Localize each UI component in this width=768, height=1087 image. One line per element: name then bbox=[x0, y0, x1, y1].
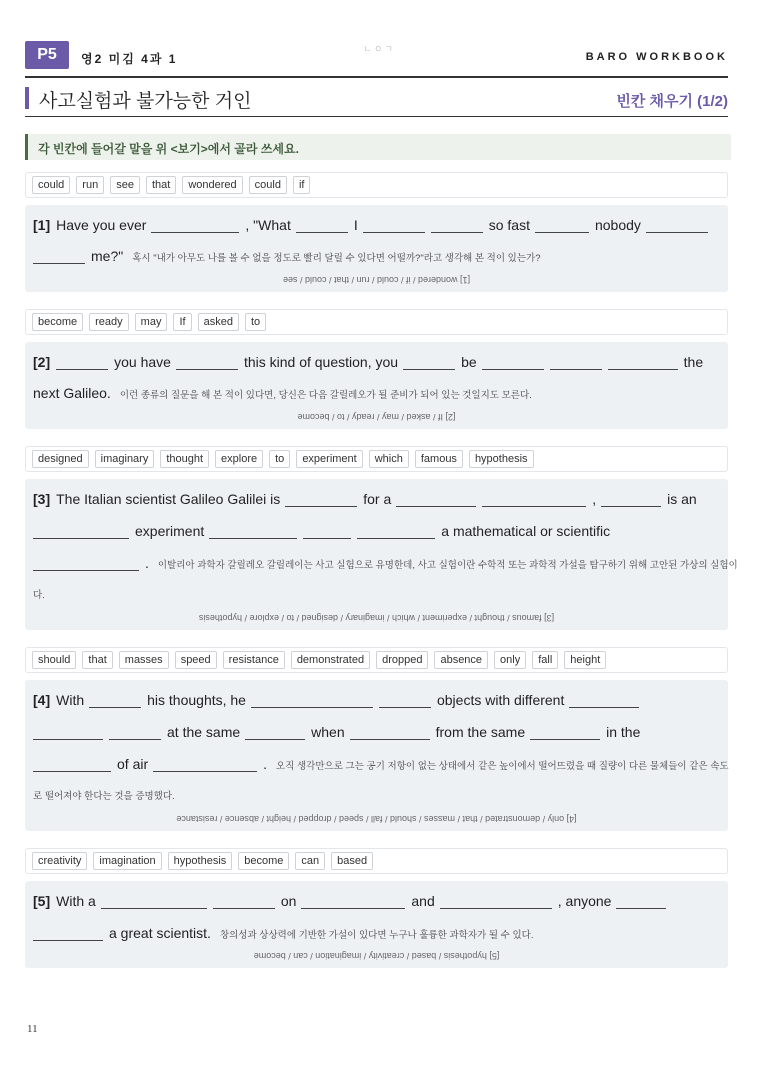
answer-blank[interactable] bbox=[530, 725, 600, 740]
word-chip: to bbox=[269, 450, 290, 468]
answer-blank[interactable] bbox=[403, 355, 455, 370]
question-line bbox=[33, 925, 533, 941]
question-text: at the same bbox=[167, 724, 241, 740]
word-chip: hypothesis bbox=[168, 852, 233, 870]
korean-translation: 오직 생각만으로 그는 공기 저항이 없는 상태에서 같은 높이에서 떨어뜨렸을 때 질량이 다른 물체들이 같은 속도 bbox=[276, 761, 729, 772]
word-chip: become bbox=[32, 313, 83, 331]
answer-blank[interactable] bbox=[608, 355, 678, 370]
question-number: [4] bbox=[33, 692, 51, 708]
korean-translation: 로 떨어져야 한다는 것을 증명했다. bbox=[33, 791, 175, 802]
question-text: from the same bbox=[435, 724, 526, 740]
question-text: on bbox=[280, 893, 297, 909]
answer-blank[interactable] bbox=[33, 725, 103, 740]
answer-blank[interactable] bbox=[209, 524, 297, 539]
word-bank-3 bbox=[25, 446, 728, 472]
answer-blank[interactable] bbox=[245, 725, 305, 740]
word-chip: can bbox=[295, 852, 325, 870]
question-box-4 bbox=[25, 680, 728, 831]
question-text: , "What bbox=[245, 217, 291, 233]
word-chip: based bbox=[331, 852, 373, 870]
answer-blank[interactable] bbox=[109, 725, 161, 740]
question-line bbox=[33, 756, 729, 772]
question-text: next Galileo. bbox=[33, 385, 111, 401]
answer-blank[interactable] bbox=[357, 524, 435, 539]
question-text: the bbox=[683, 354, 704, 370]
answer-blank[interactable] bbox=[646, 218, 708, 233]
answer-blank[interactable] bbox=[56, 355, 108, 370]
upside-down-answer: [1] wondered / if / could / run / that / could / see bbox=[282, 275, 471, 285]
korean-translation: 이탈리아 과학자 갈릴레오 갈릴레이는 사고 실험으로 유명한데, 사고 실험이란 수학적 또는 과학적 가설을 탐구하기 위해 고안된 가상의 실험이 bbox=[157, 560, 738, 571]
section-label: 빈칸 채우기 (1/2) bbox=[616, 93, 728, 110]
word-bank-5 bbox=[25, 848, 728, 874]
question-number: [5] bbox=[33, 893, 51, 909]
word-chip: that bbox=[146, 176, 176, 194]
word-chip: to bbox=[245, 313, 266, 331]
page-number: 11 bbox=[27, 1023, 38, 1035]
question-text: Have you ever bbox=[56, 217, 147, 233]
question-text: nobody bbox=[594, 217, 641, 233]
question-text: objects with different bbox=[436, 692, 565, 708]
upside-down-answer: [2] If / asked / may / ready / to / become bbox=[297, 412, 456, 422]
question-line bbox=[33, 692, 645, 708]
word-chip: only bbox=[494, 651, 526, 669]
answer-blank[interactable] bbox=[482, 492, 586, 507]
korean-translation: 다. bbox=[33, 590, 45, 601]
upside-down-answer: [4] only / demonstrated / that / masses / should / fall / speed / dropped / height / absence / resistance bbox=[176, 814, 577, 824]
word-chip: should bbox=[32, 651, 76, 669]
word-chip: that bbox=[82, 651, 112, 669]
question-line bbox=[33, 491, 702, 507]
instruction-box bbox=[25, 134, 731, 160]
word-chip: may bbox=[135, 313, 168, 331]
answer-blank[interactable] bbox=[569, 693, 639, 708]
question-number: [2] bbox=[33, 354, 51, 370]
question-number: [1] bbox=[33, 217, 51, 233]
korean-translation: 혹시 "내가 아무도 나를 볼 수 없을 정도로 빨리 달릴 수 있다면 어떨까?"라고 생각해 본 적이 있는가? bbox=[132, 253, 541, 264]
question-text: a great scientist. bbox=[109, 925, 211, 941]
question-box-5 bbox=[25, 881, 728, 968]
question-line bbox=[33, 788, 175, 802]
question-text: . bbox=[263, 756, 268, 772]
word-chip: creativity bbox=[32, 852, 87, 870]
word-chip: become bbox=[238, 852, 289, 870]
lesson-label: 영2 미김 4과 1 bbox=[81, 52, 178, 66]
question-line bbox=[33, 724, 645, 740]
word-chip: if bbox=[293, 176, 311, 194]
question-line bbox=[33, 587, 45, 601]
question-text: I bbox=[353, 217, 358, 233]
word-chip: dropped bbox=[376, 651, 428, 669]
word-chip: masses bbox=[119, 651, 169, 669]
word-chip: resistance bbox=[223, 651, 285, 669]
answer-blank[interactable] bbox=[550, 355, 602, 370]
word-chip: speed bbox=[175, 651, 217, 669]
word-chip: If bbox=[173, 313, 191, 331]
word-chip: experiment bbox=[296, 450, 362, 468]
question-text: you have bbox=[114, 354, 171, 370]
word-chip: height bbox=[564, 651, 606, 669]
word-chip: could bbox=[32, 176, 70, 194]
answer-blank[interactable] bbox=[33, 249, 85, 264]
answer-blank[interactable] bbox=[363, 218, 425, 233]
question-line bbox=[33, 893, 672, 909]
word-chip: demonstrated bbox=[291, 651, 370, 669]
korean-translation: 창의성과 상상력에 기반한 가설이 있다면 누구나 훌륭한 과학자가 될 수 있다. bbox=[219, 930, 534, 941]
word-chip: see bbox=[110, 176, 140, 194]
question-text: when bbox=[311, 724, 345, 740]
question-text: The Italian scientist Galileo Galilei is bbox=[56, 491, 281, 507]
word-chip: imagination bbox=[93, 852, 161, 870]
question-text: of air bbox=[117, 756, 149, 772]
answer-blank[interactable] bbox=[535, 218, 589, 233]
answer-blank[interactable] bbox=[101, 894, 207, 909]
question-text: so fast bbox=[488, 217, 530, 233]
question-line bbox=[33, 385, 532, 401]
question-box-1 bbox=[25, 205, 728, 292]
page-badge: P5 bbox=[25, 41, 69, 69]
question-text: his thoughts, he bbox=[147, 692, 246, 708]
word-chip: asked bbox=[198, 313, 239, 331]
upside-down-answer: [5] hypothesis / based / creativity / imagination / can / become bbox=[253, 951, 500, 961]
answer-blank[interactable] bbox=[616, 894, 666, 909]
answer-blank[interactable] bbox=[89, 693, 141, 708]
question-text: , anyone bbox=[557, 893, 612, 909]
word-chip: thought bbox=[160, 450, 209, 468]
brand-label: BARO WORKBOOK bbox=[585, 51, 728, 63]
answer-blank[interactable] bbox=[33, 757, 111, 772]
question-line bbox=[33, 354, 708, 370]
question-text: is an bbox=[667, 491, 697, 507]
answer-blank[interactable] bbox=[482, 355, 544, 370]
word-bank-1 bbox=[25, 172, 728, 198]
word-bank-4 bbox=[25, 647, 728, 673]
question-text: , bbox=[592, 491, 597, 507]
answer-blank[interactable] bbox=[153, 757, 257, 772]
question-line bbox=[33, 248, 541, 264]
question-text: experiment bbox=[135, 523, 205, 539]
answer-blank[interactable] bbox=[33, 524, 129, 539]
word-chip: imaginary bbox=[95, 450, 155, 468]
word-chip: famous bbox=[415, 450, 463, 468]
question-text: and bbox=[411, 893, 435, 909]
question-line bbox=[33, 217, 714, 233]
answer-blank[interactable] bbox=[440, 894, 552, 909]
question-text: me?" bbox=[91, 248, 124, 264]
instruction-text: 각 빈칸에 들어갈 말을 위 <보기>에서 골라 쓰세요. bbox=[38, 142, 299, 156]
upside-down-answer: [3] famous / thought / experiment / which / imaginary / designed / to / explore / hypothesis bbox=[198, 613, 555, 623]
word-chip: could bbox=[249, 176, 287, 194]
answer-blank[interactable] bbox=[350, 725, 430, 740]
answer-blank[interactable] bbox=[396, 492, 476, 507]
answer-blank[interactable] bbox=[301, 894, 405, 909]
question-text: a mathematical or scientific bbox=[441, 523, 611, 539]
question-box-3 bbox=[25, 479, 738, 630]
answer-blank[interactable] bbox=[601, 492, 661, 507]
title-bar bbox=[25, 86, 728, 117]
question-line bbox=[33, 555, 738, 571]
word-chip: ready bbox=[89, 313, 129, 331]
question-text: in the bbox=[606, 724, 641, 740]
word-chip: run bbox=[76, 176, 104, 194]
answer-blank[interactable] bbox=[303, 524, 351, 539]
title-accent-bar bbox=[25, 87, 29, 109]
answer-blank[interactable] bbox=[285, 492, 357, 507]
answer-blank[interactable] bbox=[431, 218, 483, 233]
korean-translation: 이런 종류의 질문을 해 본 적이 있다면, 당신은 다음 갈릴레오가 될 준비가 되어 있는 것일지도 모른다. bbox=[119, 390, 532, 401]
word-chip: absence bbox=[434, 651, 488, 669]
answer-blank[interactable] bbox=[33, 556, 139, 571]
question-text: With a bbox=[56, 893, 96, 909]
question-line bbox=[33, 523, 615, 539]
faint-stamp: ㄴㅇㄱ bbox=[363, 44, 396, 54]
word-chip: explore bbox=[215, 450, 263, 468]
page-header bbox=[25, 40, 728, 78]
question-number: [3] bbox=[33, 491, 51, 507]
question-text: be bbox=[461, 354, 477, 370]
answer-blank[interactable] bbox=[296, 218, 348, 233]
answer-blank[interactable] bbox=[33, 926, 103, 941]
question-box-2 bbox=[25, 342, 728, 429]
question-text: . bbox=[145, 555, 149, 571]
answer-blank[interactable] bbox=[379, 693, 431, 708]
question-text: this kind of question, you bbox=[243, 354, 399, 370]
page-title: 사고실험과 불가능한 거인 bbox=[39, 91, 252, 112]
question-text: for a bbox=[363, 491, 392, 507]
answer-blank[interactable] bbox=[151, 218, 239, 233]
answer-blank[interactable] bbox=[251, 693, 373, 708]
answer-blank[interactable] bbox=[176, 355, 238, 370]
word-bank-2 bbox=[25, 309, 728, 335]
answer-blank[interactable] bbox=[213, 894, 275, 909]
word-chip: wondered bbox=[182, 176, 242, 194]
question-text: With bbox=[56, 692, 85, 708]
word-chip: designed bbox=[32, 450, 89, 468]
word-chip: which bbox=[369, 450, 409, 468]
word-chip: hypothesis bbox=[469, 450, 534, 468]
word-chip: fall bbox=[532, 651, 558, 669]
